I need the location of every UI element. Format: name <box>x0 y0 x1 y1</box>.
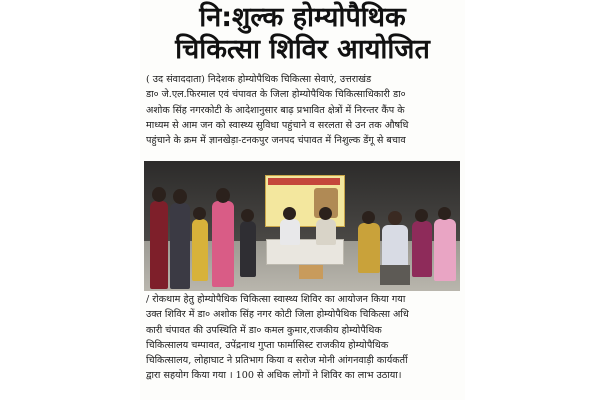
person-head <box>216 188 230 203</box>
person-figure <box>434 219 456 281</box>
text-line: पहुंचाने के क्रम में ज्ञानखेड़ा-टनकपुर जनपद चंपावत में निशुल्क डेंगू से बचाव <box>146 135 406 147</box>
article-body-bottom <box>146 292 458 384</box>
text-line: ( उद संवाददाता) निदेशक होम्योपैथिक चिकित्सा सेवाएं, उत्तराखंड <box>146 74 372 85</box>
text-line: चिकित्सालय चम्पावत, उपेंद्रनाथ गुप्ता फार्मासिस्ट राजकीय होम्योपैथिक <box>146 339 389 351</box>
headline-line-1: नि:शुल्क होम्योपैथिक <box>199 2 406 33</box>
person-head <box>319 207 332 220</box>
person-head <box>193 207 206 220</box>
person-head <box>283 207 296 220</box>
text-line: अशोक सिंह नगरकोटी के आदेशानुसार बाढ़ प्रभावित क्षेत्रों में निरन्तर कैंप के <box>146 104 405 116</box>
person-figure <box>192 219 208 281</box>
person-head <box>173 189 187 204</box>
headline-line-2: चिकित्सा शिविर आयोजित <box>175 34 430 65</box>
article-body-top <box>146 72 458 148</box>
person-figure <box>412 221 432 277</box>
person-figure <box>240 221 256 277</box>
person-head <box>388 211 402 225</box>
text-line: चिकित्सालय, लोहाघाट ने प्रतिभाग किया व सरोज मोनी आंगनवाड़ी कार्यकर्ती <box>146 355 408 367</box>
text-line: डा० जे.एल.फिरमाल एवं चंपावत के जिला होम्योपैथिक चिकित्साधिकारी डा० <box>146 89 406 101</box>
text-line: कारी चंपावत की उपस्थिति में डा० कमल कुमार,राजकीय होम्योपैथिक <box>146 324 382 336</box>
person-head <box>415 209 428 222</box>
camp-photo <box>144 161 460 291</box>
chair <box>380 265 410 285</box>
person-head <box>438 207 451 220</box>
text-line: उक्त शिविर में डा० अशोक सिंह नगर कोटी जिला होम्योपैथिक चिकित्सा अधि <box>146 309 409 321</box>
person-figure <box>358 223 380 273</box>
news-clipping <box>140 0 465 400</box>
person-head <box>362 211 375 224</box>
person-head <box>241 209 254 222</box>
text-line: माध्यम से आम जन को स्वास्थ्य सुविधा पहुंचाने व सरलता से उन तक औषधि <box>146 119 409 131</box>
banner-strip <box>268 178 340 185</box>
person-figure <box>316 219 336 245</box>
person-figure <box>170 203 190 289</box>
medicine-box <box>299 265 323 279</box>
person-figure <box>150 201 168 289</box>
person-figure <box>280 219 300 245</box>
person-figure <box>212 201 234 287</box>
person-head <box>152 187 166 202</box>
text-line: द्वारा सहयोग किया गया । 100 से अधिक लोगों ने शिविर का लाभ उठाया। <box>146 370 402 382</box>
text-line: / रोकथाम हेतु होम्योपैथिक चिकित्सा स्वास्थ्य शिविर का आयोजन किया गया <box>146 294 406 305</box>
